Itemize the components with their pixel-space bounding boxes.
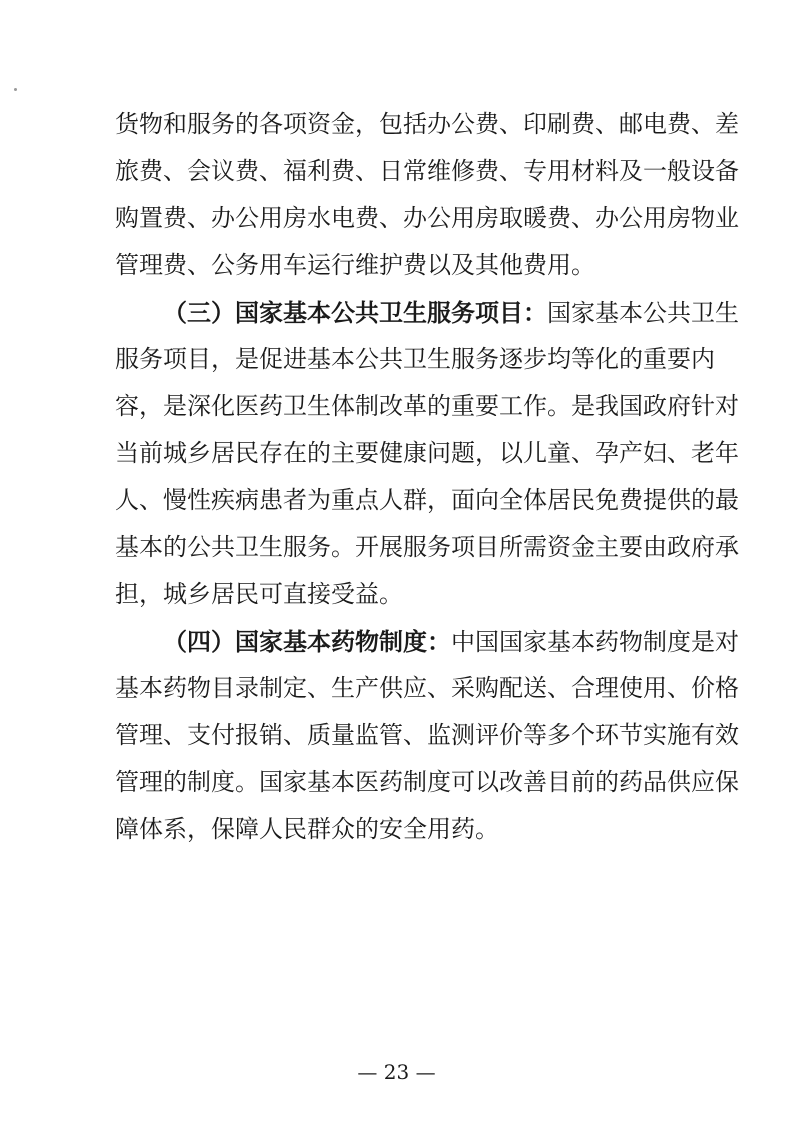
scan-artifact <box>14 88 17 91</box>
paragraph-line: 基本的公共卫生服务。开展服务项目所需资金主要由政府承 <box>115 533 739 561</box>
paragraph-line: 容，是深化医药卫生体制改革的重要工作。是我国政府针对 <box>115 392 739 420</box>
section-heading: （四）国家基本药物制度： <box>163 627 451 656</box>
paragraph-line: 购置费、办公用房水电费、办公用房取暖费、办公用房物业 <box>115 204 739 232</box>
paragraph-line: 货物和服务的各项资金，包括办公费、印刷费、邮电费、差 <box>115 110 739 138</box>
paragraph-line: 障体系，保障人民群众的安全用药。 <box>115 815 499 843</box>
paragraph-line: 旅费、会议费、福利费、日常维修费、专用材料及一般设备 <box>115 157 739 185</box>
document-body <box>115 101 739 853</box>
paragraph-line: 当前城乡居民存在的主要健康问题，以儿童、孕产妇、老年 <box>115 439 739 467</box>
section-heading-line <box>115 618 739 665</box>
paragraph-line: 服务项目，是促进基本公共卫生服务逐步均等化的重要内 <box>115 345 715 373</box>
paragraph-line: 管理、支付报销、质量监管、监测评价等多个环节实施有效 <box>115 721 739 749</box>
section-heading-line <box>115 289 739 336</box>
paragraph-line: 基本药物目录制定、生产供应、采购配送、合理使用、价格 <box>115 674 739 702</box>
paragraph-text: 中国国家基本药物制度是对 <box>451 628 739 656</box>
page-number: — 23 — <box>357 1060 436 1084</box>
section-heading: （三）国家基本公共卫生服务项目： <box>163 298 547 327</box>
paragraph-line: 人、慢性疾病患者为重点人群，面向全体居民免费提供的最 <box>115 486 739 514</box>
paragraph-line: 管理的制度。国家基本医药制度可以改善目前的药品供应保 <box>115 768 739 796</box>
paragraph-line: 管理费、公务用车运行维护费以及其他费用。 <box>115 251 595 279</box>
paragraph-text: 国家基本公共卫生 <box>547 299 739 327</box>
paragraph-line: 担，城乡居民可直接受益。 <box>115 580 403 608</box>
